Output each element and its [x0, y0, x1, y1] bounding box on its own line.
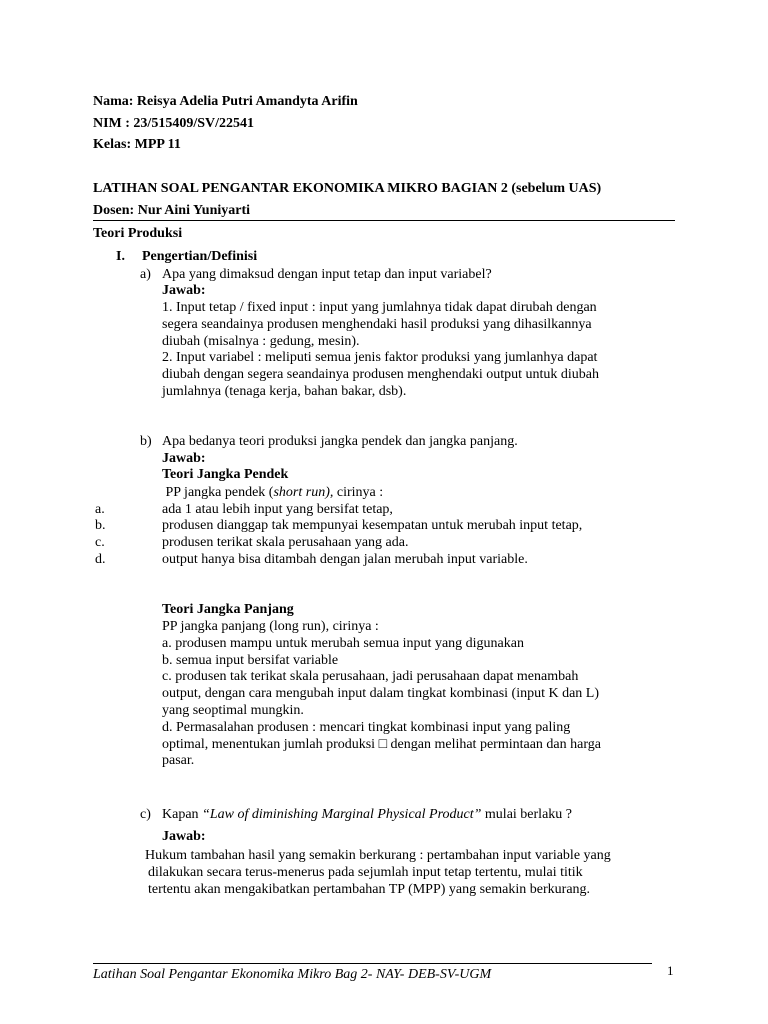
long-run-line: yang seoptimal mungkin. — [162, 703, 304, 718]
question-c-jawab: Jawab: — [162, 829, 206, 844]
short-run-item: produsen dianggap tak mempunyai kesempatan untuk merubah input tetap, — [162, 518, 583, 533]
answer-c-line: Hukum tambahan hasil yang semakin berkurang : pertambahan input variable yang — [145, 848, 611, 863]
student-nim: NIM : 23/515409/SV/22541 — [93, 116, 254, 131]
long-run-intro: PP jangka panjang (long run), cirinya : — [162, 619, 379, 634]
page-number: 1 — [667, 963, 674, 978]
document-title: LATIHAN SOAL PENGANTAR EKONOMIKA MIKRO BAGIAN 2 (sebelum UAS) — [93, 181, 602, 196]
subsection-title: Pengertian/Definisi — [142, 249, 258, 264]
long-run-line: output, dengan cara mengubah input dalam tingkat kombinasi (input K dan L) — [162, 686, 600, 701]
long-run-line: d. Permasalahan produsen : mencari tingkat kombinasi input yang paling — [162, 720, 571, 735]
short-run-intro — [162, 484, 383, 501]
answer-a-line: diubah dengan segera seandainya produsen menghendaki output untuk diubah — [162, 367, 599, 382]
lecturer: Dosen: Nur Aini Yuniyarti — [93, 203, 251, 218]
long-run-line: c. produsen tak terikat skala perusahaan, jadi perusahaan dapat menambah — [162, 669, 579, 684]
footer-text: Latihan Soal Pengantar Ekonomika Mikro Bag 2- NAY- DEB-SV-UGM — [93, 967, 492, 982]
short-run-item: produsen terikat skala perusahaan yang ada. — [162, 535, 409, 550]
answer-c-line: dilakukan secara terus-menerus pada sejumlah input tetap tertentu, mulai titik — [148, 865, 583, 880]
long-run-title: Teori Jangka Panjang — [162, 602, 294, 617]
section-title: Teori Produksi — [93, 226, 183, 241]
answer-a-line: segera seandainya produsen menghendaki hasil produksi yang dihasilkannya — [162, 317, 592, 332]
answer-a-line: 2. Input variabel : meliputi semua jenis faktor produksi yang jumlanhya dapat — [162, 350, 598, 365]
short-run-item-mark: b. — [95, 518, 106, 533]
question-b-marker: b) — [140, 434, 152, 449]
question-b-jawab: Jawab: — [162, 451, 206, 466]
subsection-number: I. — [116, 249, 125, 264]
student-class: Kelas: MPP 11 — [93, 137, 181, 152]
question-c-pre: Kapan — [162, 807, 203, 822]
question-a-text: Apa yang dimaksud dengan input tetap dan input variabel? — [162, 267, 492, 282]
answer-c-line: tertentu akan mengakibatkan pertambahan TP (MPP) yang semakin berkurang. — [148, 882, 591, 897]
short-run-intro-post: cirinya : — [333, 485, 384, 500]
question-c-marker: c) — [140, 807, 151, 822]
question-b-text: Apa bedanya teori produksi jangka pendek dan jangka panjang. — [162, 434, 518, 449]
question-c-post: mulai berlaku ? — [481, 807, 572, 822]
short-run-title: Teori Jangka Pendek — [162, 467, 289, 482]
short-run-intro-pre: PP jangka pendek ( — [162, 485, 274, 500]
student-name: Nama: Reisya Adelia Putri Amandyta Arifin — [93, 94, 358, 109]
question-c-law-name: “Law of diminishing Marginal Physical Product” — [202, 807, 482, 822]
question-a-jawab: Jawab: — [162, 283, 206, 298]
short-run-item: ada 1 atau lebih input yang bersifat tetap, — [162, 502, 393, 517]
answer-a-line: jumlahnya (tenaga kerja, bahan bakar, dsb). — [162, 384, 407, 399]
title-divider — [93, 220, 675, 221]
answer-a-line: 1. Input tetap / fixed input : input yang jumlahnya tidak dapat dirubah dengan — [162, 300, 597, 315]
short-run-item-mark: d. — [95, 552, 106, 567]
question-c-text — [162, 806, 572, 823]
footer-divider — [93, 963, 652, 964]
long-run-line: pasar. — [162, 753, 195, 768]
short-run-item: output hanya bisa ditambah dengan jalan merubah input variable. — [162, 552, 528, 567]
long-run-line: b. semua input bersifat variable — [162, 653, 339, 668]
question-a-marker: a) — [140, 267, 151, 282]
long-run-line: optimal, menentukan jumlah produksi □ dengan melihat permintaan dan harga — [162, 737, 601, 752]
answer-a-line: diubah (misalnya : gedung, mesin). — [162, 334, 360, 349]
short-run-item-mark: c. — [95, 535, 105, 550]
short-run-item-mark: a. — [95, 502, 105, 517]
short-run-intro-em: short run), — [273, 485, 334, 500]
long-run-line: a. produsen mampu untuk merubah semua input yang digunakan — [162, 636, 524, 651]
